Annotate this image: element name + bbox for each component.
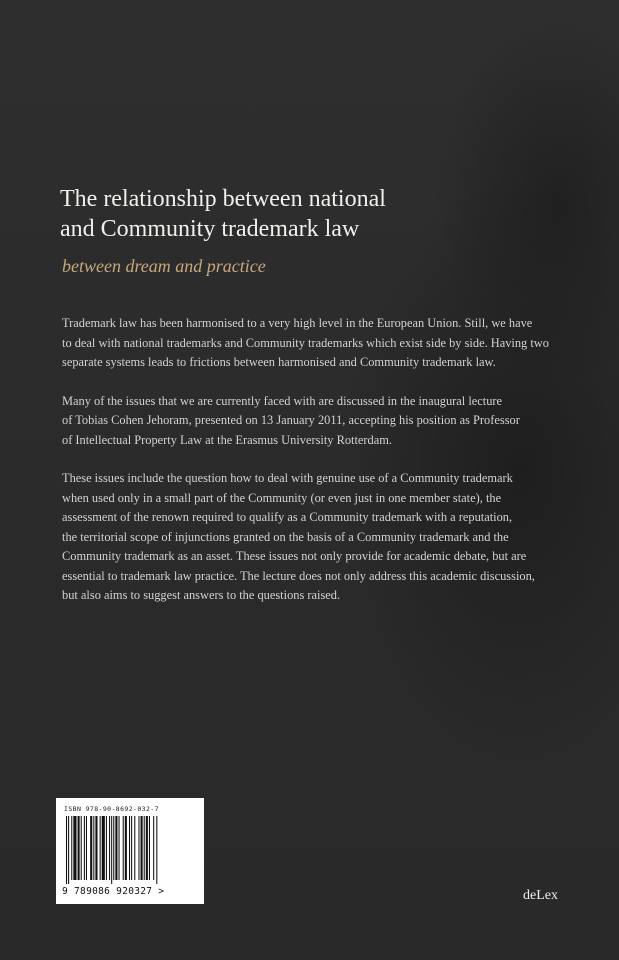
barcode-bar [146, 816, 148, 880]
barcode-bar [115, 816, 117, 880]
barcode-bar [131, 816, 132, 880]
isbn-barcode [56, 798, 204, 904]
barcode-bar [100, 816, 101, 880]
book-subtitle: between dream and practice [62, 256, 266, 276]
barcode-bar [106, 816, 107, 880]
blurb-line: assessment of the renown required to qualify as a Community trademark with a reputation, [62, 510, 513, 524]
blurb-line: of Tobias Cohen Jehoram, presented on 13 January 2011, accepting his position as Professor [62, 413, 520, 427]
barcode-bars [66, 816, 192, 884]
title-line-2: and Community trademark law [60, 216, 360, 242]
blurb [62, 314, 562, 625]
barcode-bar [81, 816, 82, 880]
blurb-paragraph-1 [62, 314, 562, 373]
blurb-line: the territorial scope of injunctions granted on the basis of a Community trademark and the [62, 529, 509, 544]
isbn-label: ISBN 978-90-8692-032-7 [64, 805, 159, 813]
barcode-bar [93, 816, 94, 880]
barcode-bar [153, 816, 154, 880]
barcode-bar [134, 816, 135, 880]
title-line-1: The relationship between national [60, 186, 386, 212]
barcode-bar [78, 816, 80, 880]
barcode-bar [149, 816, 150, 880]
barcode-bar [129, 816, 130, 880]
barcode-bar [138, 816, 139, 880]
blurb-line: These issues include the question how to deal with genuine use of a Community trademark [62, 471, 513, 485]
barcode-number: 9 789086 920327 > [62, 886, 165, 897]
blurb-paragraph-3 [62, 469, 562, 606]
barcode-bar [68, 816, 69, 884]
barcode-bar [90, 816, 92, 880]
blurb-line: to deal with national trademarks and Community trademarks which exist side by side. Having two [62, 335, 549, 350]
barcode-bar [156, 816, 157, 884]
barcode-bar [125, 816, 127, 880]
blurb-line: but also aims to suggest answers to the questions raised. [62, 588, 341, 602]
barcode-bar [109, 816, 110, 880]
blurb-line: separate systems leads to frictions between harmonised and Community trademark law. [62, 355, 496, 369]
book-title [60, 184, 580, 244]
barcode-bar [141, 816, 143, 880]
barcode-bar [113, 816, 114, 880]
barcode-bar [95, 816, 97, 880]
publisher-logo: deLex [523, 888, 558, 903]
barcode-bar [71, 816, 72, 880]
blurb-line: Many of the issues that we are currently faced with are discussed in the inaugural lecture [62, 393, 503, 408]
barcode-bar [102, 816, 105, 880]
barcode-bar [144, 816, 145, 880]
barcode-bar [84, 816, 85, 880]
blurb-line: of Intellectual Property Law at the Erasmus University Rotterdam. [62, 432, 392, 447]
barcode-bar [123, 816, 124, 880]
barcode-bar [86, 816, 87, 880]
barcode-bar [73, 816, 76, 880]
blurb-line: when used only in a small part of the Community (or even just in one member state), the [62, 490, 502, 505]
barcode-bar [111, 816, 112, 884]
blurb-paragraph-2 [62, 392, 562, 451]
blurb-line: Community trademark as an asset. These issues not only provide for academic debate, but are [62, 549, 527, 563]
barcode-bar [66, 816, 67, 884]
barcode-bar [119, 816, 120, 880]
blurb-line: Trademark law has been harmonised to a very high level in the European Union. Still, we have [62, 316, 533, 330]
blurb-line: essential to trademark law practice. The lecture does not only address this academic discussion, [62, 568, 535, 583]
